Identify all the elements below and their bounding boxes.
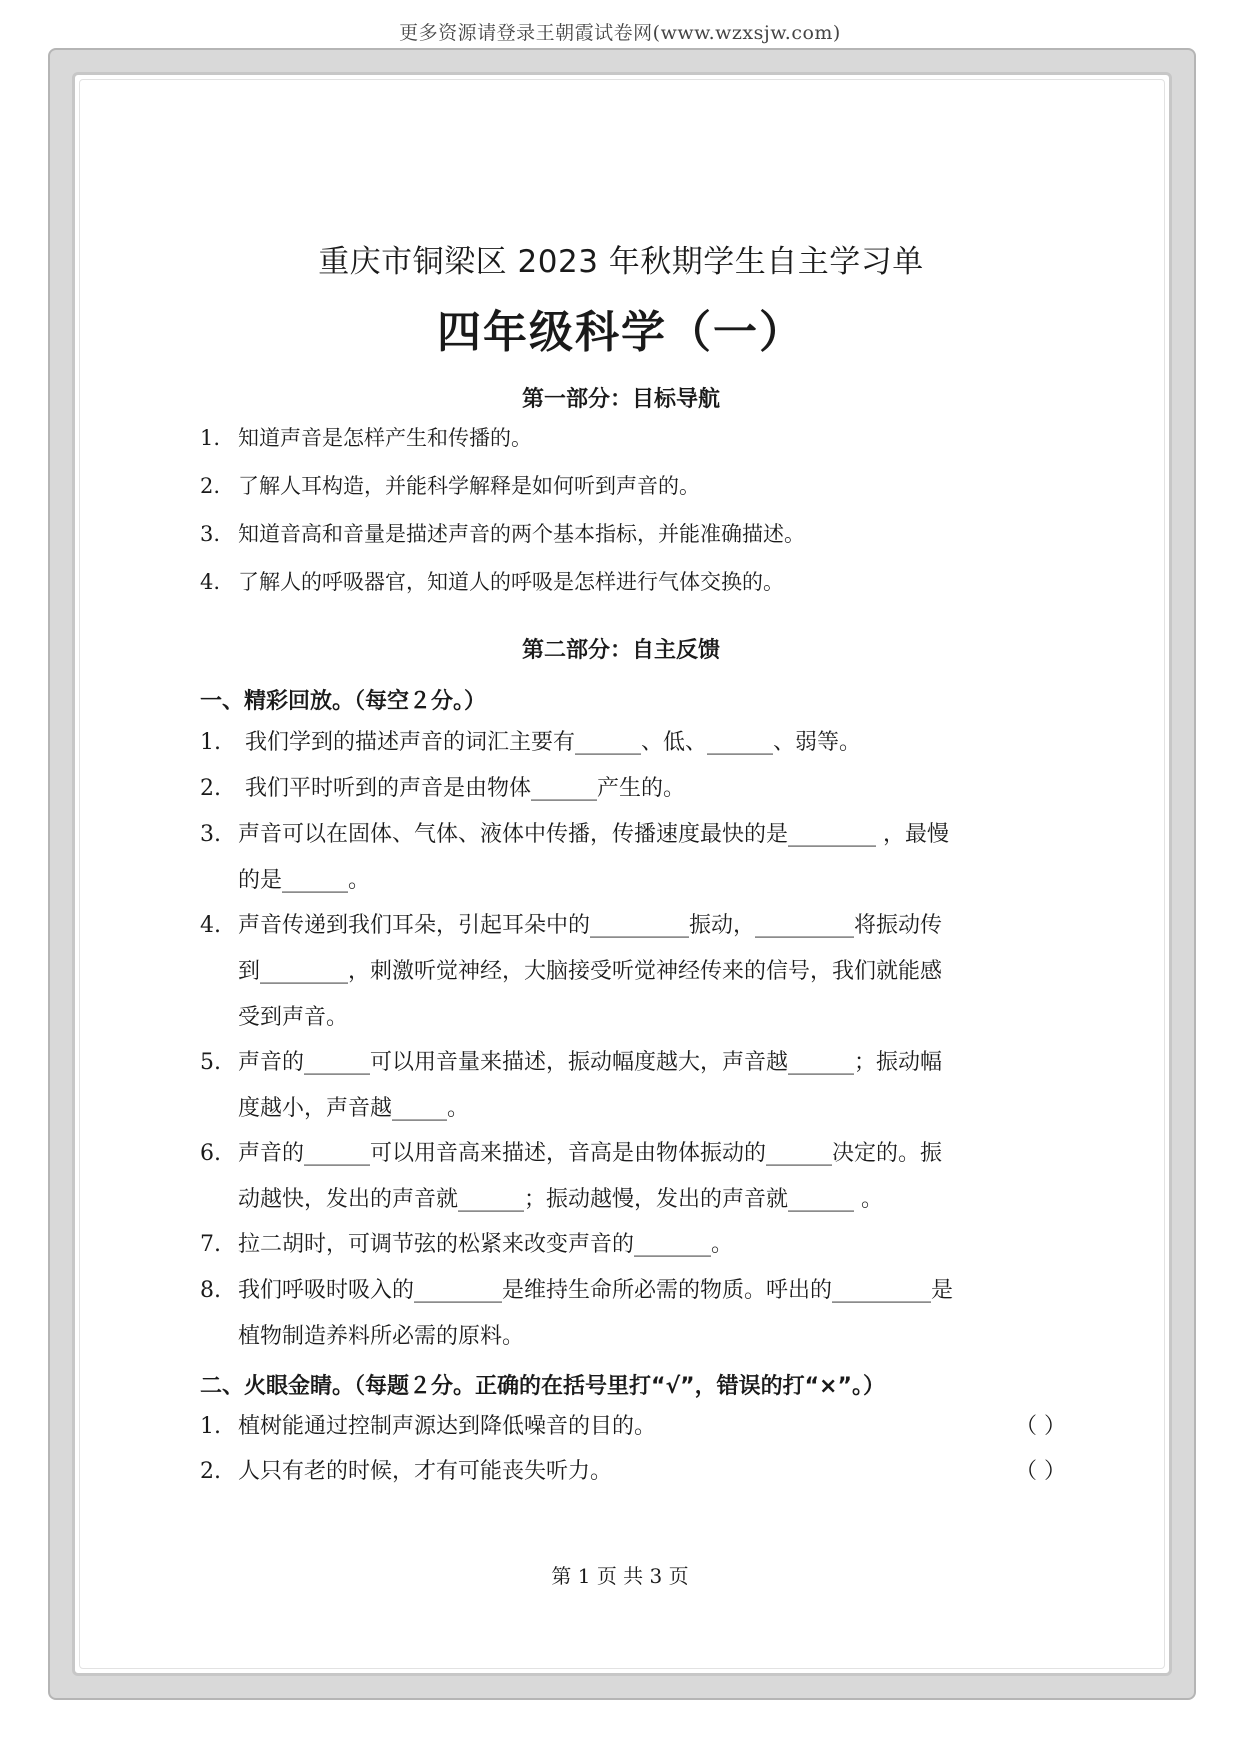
question-text: 声音的______可以用音高来描述，音高是由物体振动的______决定的。振 xyxy=(238,1141,943,1166)
question-1-6-cont: 动越快，发出的声音就______；振动越慢，发出的声音就______ 。 xyxy=(238,1187,883,1212)
question-2-1 xyxy=(200,1412,1066,1442)
question-number: 5. xyxy=(200,1050,221,1075)
question-text: 声音的______可以用音量来描述，振动幅度越大，声音越______；振动幅 xyxy=(238,1050,943,1075)
question-number: 8. xyxy=(200,1278,221,1303)
goal-number: 1. xyxy=(200,426,221,450)
question-1-1 xyxy=(200,728,1042,758)
question-text: 我们平时听到的声音是由物体______产生的。 xyxy=(238,776,685,801)
goal-text: 了解人耳构造，并能科学解释是如何听到声音的。 xyxy=(238,474,700,498)
question-1-7 xyxy=(200,1230,1042,1260)
goal-number: 3. xyxy=(200,522,221,546)
question-number: 2. xyxy=(200,1459,221,1484)
question-text: 拉二胡时，可调节弦的松紧来改变声音的_______。 xyxy=(238,1232,734,1257)
goal-item xyxy=(200,519,1042,549)
question-text: 声音传递到我们耳朵，引起耳朵中的_________振动，_________将振动传 xyxy=(238,913,943,938)
question-number: 6. xyxy=(200,1141,221,1166)
question-number: 3. xyxy=(200,822,221,847)
goal-text: 了解人的呼吸器官，知道人的呼吸是怎样进行气体交换的。 xyxy=(238,570,784,594)
question-1-4-cont: 到________，刺激听觉神经，大脑接受听觉神经传来的信号，我们就能感 xyxy=(238,959,943,984)
question-text: 人只有老的时候，才有可能丧失听力。 xyxy=(238,1459,613,1484)
goal-item xyxy=(200,471,1042,501)
worksheet-title: 重庆市铜梁区 2023 年秋期学生自主学习单 xyxy=(318,244,924,280)
question-text: 植树能通过控制声源达到降低噪音的目的。 xyxy=(238,1414,657,1439)
question-1-2 xyxy=(200,774,1042,804)
question-number: 1. xyxy=(200,730,221,755)
worksheet-subtitle: 四年级科学（一） xyxy=(437,307,805,358)
question-2-2 xyxy=(200,1457,1066,1487)
question-number: 7. xyxy=(200,1232,221,1257)
goal-text: 知道声音是怎样产生和传播的。 xyxy=(238,426,532,450)
question-number: 4. xyxy=(200,913,221,938)
question-text: 我们呼吸时吸入的________是维持生命所必需的物质。呼出的_________是 xyxy=(238,1278,954,1303)
watermark-text: 更多资源请登录王朝霞试卷网(www.wzxsjw.com) xyxy=(399,22,841,44)
question-text: 我们学到的描述声音的词汇主要有______、低、______、弱等。 xyxy=(238,730,861,755)
question-text: 声音可以在固体、气体、液体中传播，传播速度最快的是________ ，最慢 xyxy=(238,822,949,847)
page-footer: 第 1 页 共 3 页 xyxy=(551,1564,689,1588)
goal-item xyxy=(200,567,1042,597)
goal-number: 4. xyxy=(200,570,221,594)
section1-heading: 一、精彩回放。（每空２分。） xyxy=(200,689,487,714)
question-1-8 xyxy=(200,1276,1042,1306)
answer-parentheses[interactable]: （ ） xyxy=(1015,1459,1066,1484)
question-1-3 xyxy=(200,820,1042,850)
question-1-8-cont: 植物制造养料所必需的原料。 xyxy=(238,1324,525,1349)
question-1-4-cont: 受到声音。 xyxy=(238,1005,349,1030)
question-1-5-cont: 度越小，声音越_____。 xyxy=(238,1096,470,1121)
goal-number: 2. xyxy=(200,474,221,498)
question-1-4 xyxy=(200,911,1042,941)
question-number: 2. xyxy=(200,776,221,801)
goal-text: 知道音高和音量是描述声音的两个基本指标，并能准确描述。 xyxy=(238,522,805,546)
answer-parentheses[interactable]: （ ） xyxy=(1015,1414,1066,1439)
question-1-3-cont: 的是______。 xyxy=(238,868,371,893)
goal-item xyxy=(200,423,1042,453)
part1-heading: 第一部分：目标导航 xyxy=(521,387,720,412)
part2-heading: 第二部分：自主反馈 xyxy=(521,638,720,663)
question-1-6 xyxy=(200,1139,1042,1169)
section2-heading: 二、火眼金睛。（每题２分。正确的在括号里打“√”，错误的打“×”。） xyxy=(200,1374,885,1399)
question-1-5 xyxy=(200,1048,1042,1078)
question-number: 1. xyxy=(200,1414,221,1439)
